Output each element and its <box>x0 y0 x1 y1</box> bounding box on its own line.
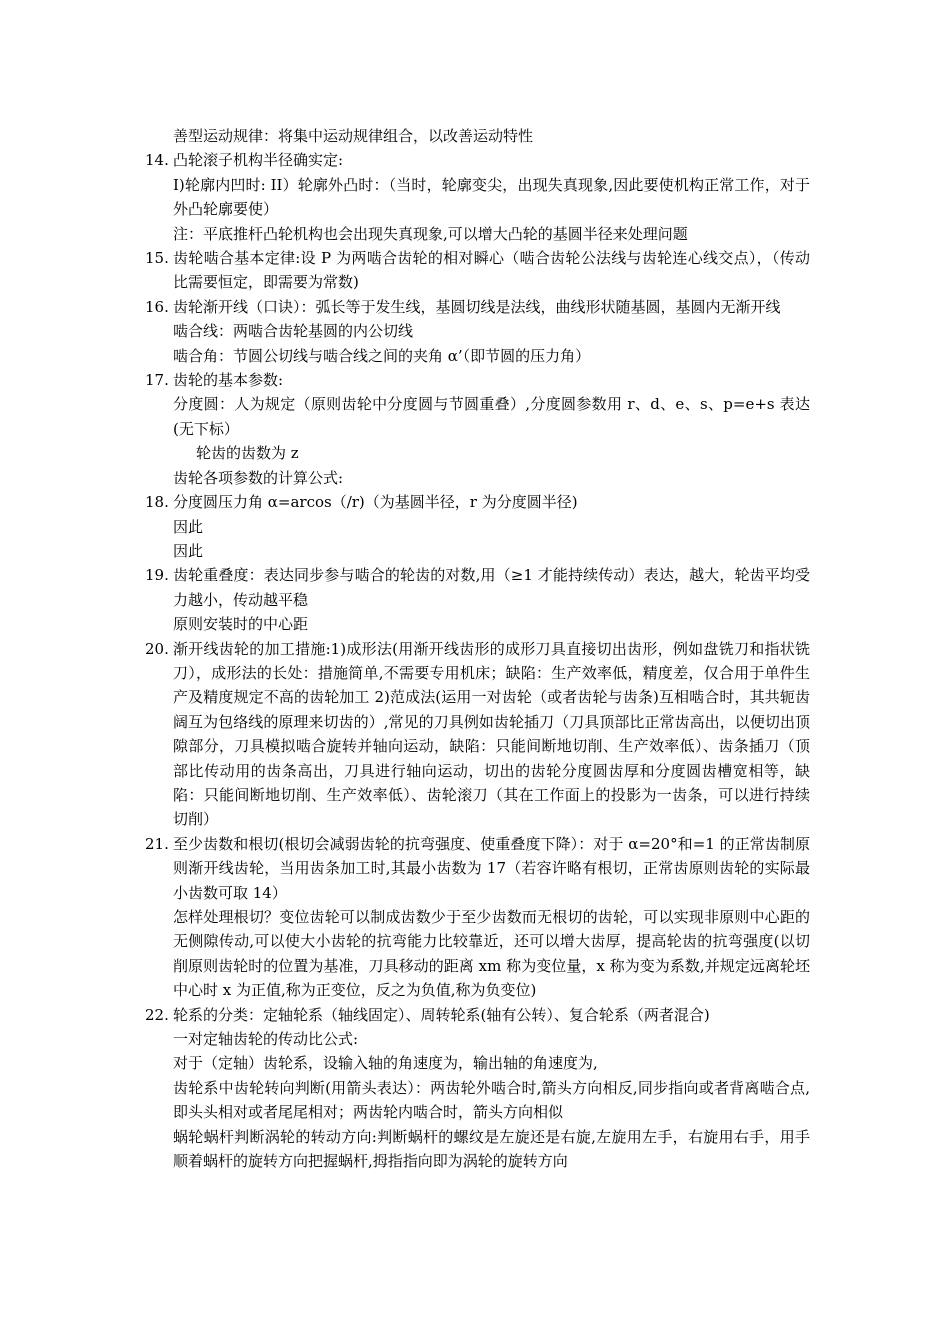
list-item-21 <box>145 832 810 1003</box>
item-22-text: 轮系的分类：定轴轮系（轴线固定）、周转轮系(轴有公转）、复合轮系（两者混合) <box>173 1005 710 1024</box>
item-14-text: I)轮廓内凹时: II）轮廓外凸时：（当时，轮廓变尖，出现失真现象,因此要使机构正常工作，对于外凸轮廓要使） <box>173 175 810 219</box>
list-item-15 <box>145 246 810 295</box>
item-20-text: 渐开线齿轮的加工措施:1)成形法(用渐开线齿形的成形刀具直接切出齿形，例如盘铣刀和指状铣刀），成形法的长处：措施简单,不需要专用机床；缺陷：生产效率低，精度差，仅合用于单件生产及精度规定不高的齿轮加工 2)范成法(运用一对齿轮（或者齿轮与齿条)互相啮合时，其共轭齿阔互为包络线的原理来切齿的）,常见的刀具例如齿轮插刀（刀具顶部比正常齿高出，以便切出顶隙部分，刀具模拟啮合旋转并轴向运动，缺陷：只能间断地切削、生产效率低）、齿条插刀（顶部比传动用的齿条高出，刀具进行轴向运动，切出的齿轮分度圆齿厚和分度圆齿槽宽相等，缺陷：只能间断地切削、生产效率低）、齿轮滚刀（其在工作面上的投影为一齿条，可以进行持续切削） <box>173 639 810 829</box>
item-17-tooth-count: 轮齿的齿数为 z <box>196 444 299 463</box>
item-22-worm-gear-rule: 蜗轮蜗杆判断涡轮的转动方向:判断蜗杆的螺纹是左旋还是右旋,左旋用左手，右旋用右手，用手顺着蜗杆的旋转方向把握蜗杆,拇指指向即为涡轮的旋转方向 <box>173 1127 810 1171</box>
list-number: 16. <box>145 297 169 316</box>
item-17-reference-circle: 分度圆：人为规定（原则齿轮中分度圆与节圆重叠）,分度圆参数用 r、d、e、s、p=e+s 表达(无下标） <box>173 395 810 438</box>
item-16-line-of-action: 啮合线：两啮合齿轮基圆的内公切线 <box>173 322 414 341</box>
list-number: 18. <box>145 493 169 512</box>
item-16-text: 齿轮渐开线（口诀）：弧长等于发生线，基圆切线是法线，曲线形状随基圆，基圆内无渐开线 <box>173 297 781 316</box>
list-item-14 <box>145 148 810 246</box>
list-number: 22. <box>145 1005 169 1024</box>
item-18-therefore-2: 因此 <box>173 541 204 560</box>
item-21-undercut-handling: 怎样处理根切？变位齿轮可以制成齿数少于至少齿数而无根切的齿轮，可以实现非原则中心距的无侧隙传动,可以使大小齿轮的抗弯能力比较靠近，还可以增大齿厚，提高轮齿的抗弯强度(以切削原则齿轮时的位置为基准，刀具移动的距离 xm 称为变位量，x 称为变为系数,并规定远离轮坯中心时 x 为正值,称为正变位，反之为负值,称为负变位) <box>173 908 810 1000</box>
item-15-text: 齿轮啮合基本定律:设 P 为两啮合齿轮的相对瞬心（啮合齿轮公法线与齿轮连心线交点），（传动比需要恒定，即需要为常数) <box>173 249 810 292</box>
list-item-22 <box>145 1003 810 1174</box>
item-16-pressure-angle: 啮合角：节圆公切线与啮合线之间的夹角 α’（即节圆的压力角） <box>173 346 591 365</box>
list-number: 20. <box>145 639 169 658</box>
list-number: 14. <box>145 151 169 170</box>
list-number: 19. <box>145 566 169 585</box>
item-18-text: 分度圆压力角 α=arcos（/r)（为基圆半径，r 为分度圆半径) <box>173 493 578 512</box>
item-22-direction-rule: 齿轮系中齿轮转向判断(用箭头表达）：两齿轮外啮合时,箭头方向相反,同步指向或者背离啮合点,即头头相对或者尾尾相对；两齿轮内啮合时，箭头方向相似 <box>173 1078 810 1122</box>
item-14-note: 注：平底推杆凸轮机构也会出现失真现象,可以增大凸轮的基圆半径来处理问题 <box>173 224 688 243</box>
list-number: 21. <box>145 834 169 853</box>
list-item-17 <box>145 368 810 490</box>
item-22-ratio-formula: 一对定轴齿轮的传动比公式: <box>173 1030 359 1049</box>
document-body <box>145 124 810 1173</box>
list-item-16 <box>145 295 810 368</box>
item-14-title: 凸轮滚子机构半径确实定: <box>173 151 344 170</box>
list-number: 17. <box>145 371 169 390</box>
item-17-formula-caption: 齿轮各项参数的计算公式: <box>173 468 344 487</box>
item-21-text: 至少齿数和根切(根切会减弱齿轮的抗弯强度、使重叠度下降）：对于 α=20°和=1 的正常齿制原则渐开线齿轮，当用齿条加工时,其最小齿数为 17（若容许略有根切，正常齿原则齿轮的实际最小齿数可取 14） <box>173 834 810 902</box>
item-22-angular-velocity: 对于（定轴）齿轮系，设输入轴的角速度为，输出轴的角速度为, <box>173 1054 598 1073</box>
list-item-20 <box>145 637 810 832</box>
item-19-text: 齿轮重叠度：表达同步参与啮合的轮齿的对数,用（≥1 才能持续传动）表达，越大，轮齿平均受力越小，传动越平稳 <box>173 566 810 609</box>
list-item-19 <box>145 563 810 636</box>
item-18-therefore-1: 因此 <box>173 517 204 536</box>
list-number: 15. <box>145 249 169 268</box>
paragraph-motion-law: 善型运动规律：将集中运动规律组合，以改善运动特性 <box>173 127 534 145</box>
item-17-title: 齿轮的基本参数: <box>173 371 284 390</box>
item-19-center-distance: 原则安装时的中心距 <box>173 615 309 634</box>
list-item-18 <box>145 490 810 563</box>
